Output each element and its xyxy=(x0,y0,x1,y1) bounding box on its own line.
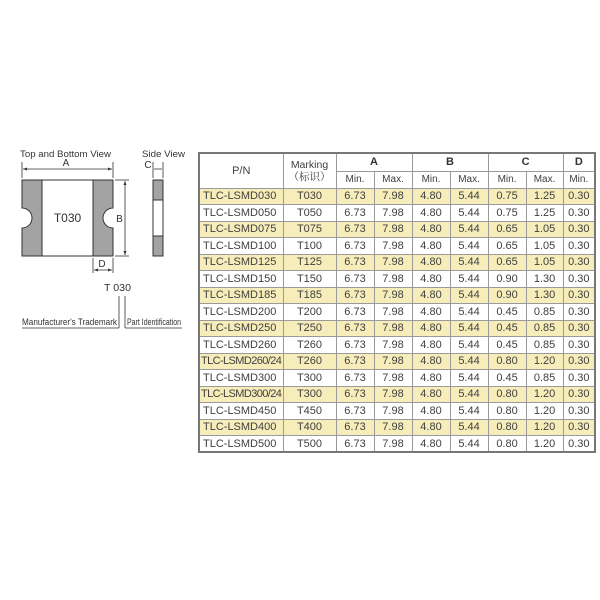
cell-c-min: 0.75 xyxy=(488,205,526,222)
cell-c-min: 0.80 xyxy=(488,436,526,453)
cell-c-min: 0.45 xyxy=(488,320,526,337)
header-d-min: Min. xyxy=(563,171,595,188)
cell-d-min: 0.30 xyxy=(563,370,595,387)
cell-c-max: 1.20 xyxy=(526,353,563,370)
table-row xyxy=(199,370,595,387)
cell-b-max: 5.44 xyxy=(450,337,488,354)
left-terminal xyxy=(22,180,42,256)
cell-a-max: 7.98 xyxy=(374,370,412,387)
cell-marking: T450 xyxy=(283,403,336,420)
header-b-max: Max. xyxy=(450,171,488,188)
cell-a-max: 7.98 xyxy=(374,287,412,304)
cell-b-min: 4.80 xyxy=(412,287,450,304)
cell-a-max: 7.98 xyxy=(374,386,412,403)
cell-b-min: 4.80 xyxy=(412,238,450,255)
header-dim-b: B xyxy=(412,153,488,171)
cell-b-max: 5.44 xyxy=(450,205,488,222)
cell-c-max: 1.25 xyxy=(526,188,563,205)
cell-marking: T100 xyxy=(283,238,336,255)
cell-marking: T030 xyxy=(283,188,336,205)
cell-c-min: 0.65 xyxy=(488,221,526,238)
cell-b-min: 4.80 xyxy=(412,337,450,354)
cell-pn: TLC-LSMD125 xyxy=(199,254,283,271)
cell-b-max: 5.44 xyxy=(450,238,488,255)
cell-b-max: 5.44 xyxy=(450,287,488,304)
cell-b-max: 5.44 xyxy=(450,370,488,387)
cell-pn: TLC-LSMD500 xyxy=(199,436,283,453)
cell-pn: TLC-LSMD185 xyxy=(199,287,283,304)
table-row xyxy=(199,337,595,354)
table-row xyxy=(199,238,595,255)
cell-a-min: 6.73 xyxy=(336,419,374,436)
cell-pn: TLC-LSMD075 xyxy=(199,221,283,238)
cell-marking: T050 xyxy=(283,205,336,222)
cell-pn: TLC-LSMD050 xyxy=(199,205,283,222)
table-row xyxy=(199,353,595,370)
cell-b-min: 4.80 xyxy=(412,386,450,403)
cell-b-max: 5.44 xyxy=(450,188,488,205)
cell-b-min: 4.80 xyxy=(412,188,450,205)
header-marking-en: Marking xyxy=(290,158,329,171)
cell-pn: TLC-LSMD200 xyxy=(199,304,283,321)
cell-c-min: 0.80 xyxy=(488,353,526,370)
cell-pn: TLC-LSMD260 xyxy=(199,337,283,354)
cell-a-min: 6.73 xyxy=(336,353,374,370)
header-c-min: Min. xyxy=(488,171,526,188)
cell-d-min: 0.30 xyxy=(563,419,595,436)
cell-c-min: 0.45 xyxy=(488,304,526,321)
cell-d-min: 0.30 xyxy=(563,205,595,222)
cell-c-max: 1.25 xyxy=(526,205,563,222)
cell-a-min: 6.73 xyxy=(336,238,374,255)
cell-b-max: 5.44 xyxy=(450,436,488,453)
cell-d-min: 0.30 xyxy=(563,304,595,321)
cell-d-min: 0.30 xyxy=(563,254,595,271)
marking-example: T 030 xyxy=(104,282,132,294)
table-row xyxy=(199,287,595,304)
cell-a-max: 7.98 xyxy=(374,254,412,271)
component-diagram xyxy=(0,0,200,340)
header-dim-a: A xyxy=(336,153,412,171)
side-top-terminal xyxy=(153,180,163,200)
cell-marking: T300 xyxy=(283,370,336,387)
cell-d-min: 0.30 xyxy=(563,320,595,337)
cell-marking: T300 xyxy=(283,386,336,403)
side-bottom-terminal xyxy=(153,236,163,256)
cell-c-max: 0.85 xyxy=(526,337,563,354)
table-row xyxy=(199,221,595,238)
table-row xyxy=(199,419,595,436)
cell-b-min: 4.80 xyxy=(412,221,450,238)
cell-marking: T260 xyxy=(283,337,336,354)
cell-a-min: 6.73 xyxy=(336,370,374,387)
cell-a-max: 7.98 xyxy=(374,419,412,436)
cell-a-max: 7.98 xyxy=(374,403,412,420)
dimension-a-label: A xyxy=(62,158,70,169)
cell-pn: TLC-LSMD100 xyxy=(199,238,283,255)
part-id-label: Part Identification xyxy=(127,317,181,327)
cell-b-min: 4.80 xyxy=(412,271,450,288)
header-c-max: Max. xyxy=(526,171,563,188)
dimension-c xyxy=(144,160,163,178)
cell-marking: T250 xyxy=(283,320,336,337)
cell-pn: TLC-LSMD400 xyxy=(199,419,283,436)
header-a-max: Max. xyxy=(374,171,412,188)
cell-c-max: 1.05 xyxy=(526,238,563,255)
cell-a-min: 6.73 xyxy=(336,436,374,453)
cell-a-max: 7.98 xyxy=(374,271,412,288)
cell-pn: TLC-LSMD260/24 xyxy=(199,353,283,370)
header-b-min: Min. xyxy=(412,171,450,188)
cell-c-min: 0.45 xyxy=(488,337,526,354)
cell-marking: T075 xyxy=(283,221,336,238)
cell-a-max: 7.98 xyxy=(374,188,412,205)
cell-b-max: 5.44 xyxy=(450,254,488,271)
cell-b-max: 5.44 xyxy=(450,320,488,337)
table-row xyxy=(199,271,595,288)
table-body xyxy=(199,188,595,452)
cell-a-max: 7.98 xyxy=(374,353,412,370)
cell-a-min: 6.73 xyxy=(336,304,374,321)
header-dim-d: D xyxy=(563,153,595,171)
cell-pn: TLC-LSMD450 xyxy=(199,403,283,420)
cell-marking: T125 xyxy=(283,254,336,271)
cell-c-max: 0.85 xyxy=(526,370,563,387)
right-terminal xyxy=(93,180,113,256)
table-row xyxy=(199,254,595,271)
cell-d-min: 0.30 xyxy=(563,403,595,420)
cell-c-min: 0.80 xyxy=(488,386,526,403)
cell-c-max: 1.05 xyxy=(526,221,563,238)
cell-a-min: 6.73 xyxy=(336,188,374,205)
cell-c-min: 0.75 xyxy=(488,188,526,205)
cell-a-min: 6.73 xyxy=(336,386,374,403)
cell-marking: T500 xyxy=(283,436,336,453)
cell-d-min: 0.30 xyxy=(563,386,595,403)
cell-d-min: 0.30 xyxy=(563,238,595,255)
dimension-d-label: D xyxy=(98,259,106,270)
table-row xyxy=(199,403,595,420)
cell-a-max: 7.98 xyxy=(374,221,412,238)
body-marking: T030 xyxy=(53,211,82,225)
cell-a-max: 7.98 xyxy=(374,320,412,337)
cell-pn: TLC-LSMD030 xyxy=(199,188,283,205)
cell-b-max: 5.44 xyxy=(450,419,488,436)
cell-c-min: 0.80 xyxy=(488,419,526,436)
cell-d-min: 0.30 xyxy=(563,353,595,370)
cell-c-min: 0.65 xyxy=(488,254,526,271)
dimension-b-label: B xyxy=(116,214,123,225)
cell-pn: TLC-LSMD250 xyxy=(199,320,283,337)
cell-b-max: 5.44 xyxy=(450,221,488,238)
cell-a-min: 6.73 xyxy=(336,403,374,420)
cell-b-min: 4.80 xyxy=(412,419,450,436)
header-marking xyxy=(283,153,336,188)
cell-b-max: 5.44 xyxy=(450,403,488,420)
cell-b-min: 4.80 xyxy=(412,436,450,453)
cell-c-min: 0.90 xyxy=(488,271,526,288)
cell-marking: T185 xyxy=(283,287,336,304)
cell-c-max: 1.20 xyxy=(526,403,563,420)
side-view-label: Side View xyxy=(142,149,186,159)
cell-c-max: 1.20 xyxy=(526,419,563,436)
cell-c-min: 0.90 xyxy=(488,287,526,304)
cell-a-min: 6.73 xyxy=(336,337,374,354)
table-row xyxy=(199,436,595,453)
cell-d-min: 0.30 xyxy=(563,436,595,453)
cell-d-min: 0.30 xyxy=(563,221,595,238)
header-a-min: Min. xyxy=(336,171,374,188)
header-marking-cn: （标识） xyxy=(288,170,331,183)
cell-a-min: 6.73 xyxy=(336,221,374,238)
component-side-view xyxy=(153,180,163,256)
cell-d-min: 0.30 xyxy=(563,287,595,304)
cell-c-max: 1.20 xyxy=(526,436,563,453)
trademark-label: Manufacturer's Trademark xyxy=(22,317,118,327)
table-row xyxy=(199,188,595,205)
dimensions-table xyxy=(198,152,596,453)
cell-b-max: 5.44 xyxy=(450,271,488,288)
cell-marking: T150 xyxy=(283,271,336,288)
cell-marking: T200 xyxy=(283,304,336,321)
cell-d-min: 0.30 xyxy=(563,271,595,288)
cell-a-max: 7.98 xyxy=(374,205,412,222)
cell-c-max: 0.85 xyxy=(526,320,563,337)
cell-marking: T260 xyxy=(283,353,336,370)
cell-b-min: 4.80 xyxy=(412,254,450,271)
cell-a-max: 7.98 xyxy=(374,337,412,354)
dimension-d xyxy=(93,258,113,273)
dimension-c-label: C xyxy=(144,160,152,171)
cell-c-max: 1.30 xyxy=(526,271,563,288)
table-row xyxy=(199,386,595,403)
cell-c-max: 1.20 xyxy=(526,386,563,403)
header-dim-c: C xyxy=(488,153,563,171)
cell-marking: T400 xyxy=(283,419,336,436)
cell-pn: TLC-LSMD150 xyxy=(199,271,283,288)
table-row xyxy=(199,304,595,321)
table-row xyxy=(199,205,595,222)
dimension-b xyxy=(115,180,129,256)
cell-b-max: 5.44 xyxy=(450,353,488,370)
cell-a-min: 6.73 xyxy=(336,254,374,271)
cell-c-max: 1.30 xyxy=(526,287,563,304)
cell-d-min: 0.30 xyxy=(563,337,595,354)
cell-b-max: 5.44 xyxy=(450,386,488,403)
cell-b-min: 4.80 xyxy=(412,353,450,370)
cell-c-min: 0.80 xyxy=(488,403,526,420)
cell-a-min: 6.73 xyxy=(336,320,374,337)
cell-a-min: 6.73 xyxy=(336,271,374,288)
cell-b-max: 5.44 xyxy=(450,304,488,321)
cell-a-min: 6.73 xyxy=(336,205,374,222)
header-pn: P/N xyxy=(199,153,283,188)
cell-b-min: 4.80 xyxy=(412,304,450,321)
table-row xyxy=(199,320,595,337)
cell-b-min: 4.80 xyxy=(412,403,450,420)
cell-a-max: 7.98 xyxy=(374,436,412,453)
component-top-view xyxy=(22,180,113,256)
header-row-groups xyxy=(199,153,595,171)
cell-a-min: 6.73 xyxy=(336,287,374,304)
cell-pn: TLC-LSMD300/24 xyxy=(199,386,283,403)
cell-b-min: 4.80 xyxy=(412,205,450,222)
cell-c-max: 1.05 xyxy=(526,254,563,271)
cell-a-max: 7.98 xyxy=(374,238,412,255)
cell-a-max: 7.98 xyxy=(374,304,412,321)
dimension-a xyxy=(22,158,113,178)
cell-d-min: 0.30 xyxy=(563,188,595,205)
cell-c-max: 0.85 xyxy=(526,304,563,321)
cell-c-min: 0.45 xyxy=(488,370,526,387)
cell-b-min: 4.80 xyxy=(412,320,450,337)
top-bottom-view-label: Top and Bottom View xyxy=(20,149,112,159)
cell-b-min: 4.80 xyxy=(412,370,450,387)
cell-c-min: 0.65 xyxy=(488,238,526,255)
cell-pn: TLC-LSMD300 xyxy=(199,370,283,387)
